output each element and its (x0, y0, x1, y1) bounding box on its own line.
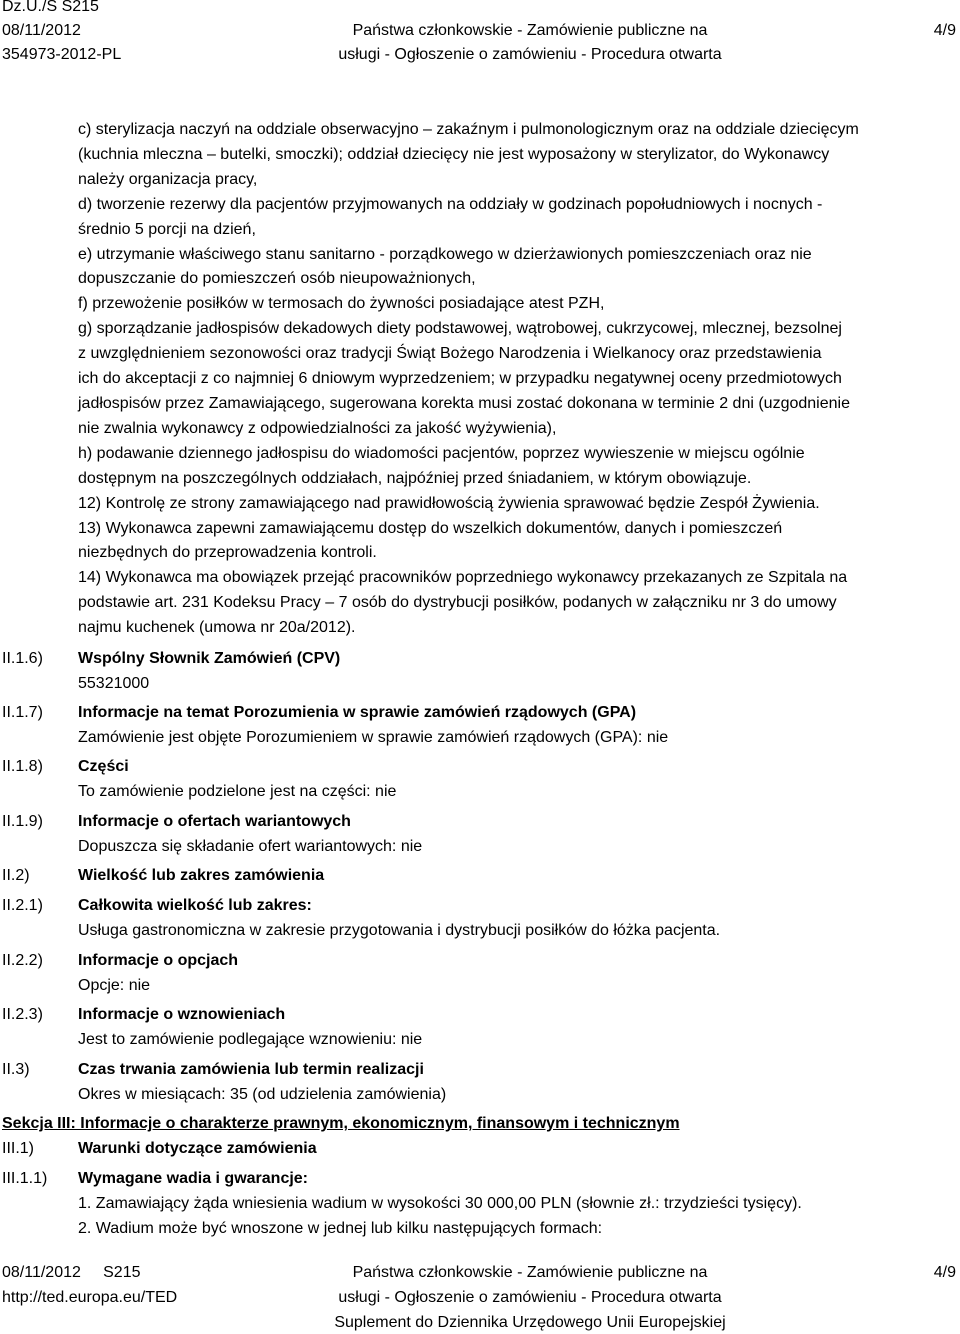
body-line: ich do akceptacji z co najmniej 6 dniowym wyprzedzeniem; w przypadku negatywnej oceny przedmiotowych (78, 370, 842, 388)
body-line: c) sterylizacja naczyń na oddziale obserwacyjno – zakaźnym i pulmonologicznym oraz na oddziale dziecięcym (78, 121, 859, 138)
header-date: 08/11/2012 (2, 22, 81, 39)
section-code: II.3) (2, 1061, 30, 1078)
section-value: Okres w miesiącach: 35 (od udzielenia zamówienia) (78, 1085, 447, 1103)
section-code: II.1.8) (2, 758, 43, 775)
header-notice-id: 354973-2012-PL (2, 46, 122, 63)
section-heading: Informacje na temat Porozumienia w sprawie zamówień rządowych (GPA) (78, 704, 637, 721)
body-line: nie zwalnia wykonawcy z odpowiedzialności za jakość wyżywienia), (78, 419, 557, 437)
body-line: należy organizacja pracy, (78, 170, 258, 188)
section-value: Zamówienie jest objęte Porozumieniem w sprawie zamówień rządowych (GPA): nie (78, 728, 669, 746)
section-heading: Wspólny Słownik Zamówień (CPV) (78, 650, 341, 667)
footer-title-line2: usługi - Ogłoszenie o zamówieniu - Procedura otwarta (338, 1289, 722, 1306)
section-value: 2. Wadium może być wnoszone w jednej lub kilku następujących formach: (78, 1219, 603, 1237)
body-line: e) utrzymanie właściwego stanu sanitarno - porządkowego w dzierżawionych pomieszczeniach oraz nie (78, 245, 812, 263)
body-line: z uwzględnieniem sezonowości oraz tradycji Świąt Bożego Narodzenia i Wielkanocy oraz przedstawienia (78, 345, 822, 363)
header-journal-ref: Dz.U./S S215 (2, 0, 99, 15)
section-code: II.2.1) (2, 897, 43, 914)
section-code: III.1) (2, 1140, 35, 1157)
body-line: h) podawanie dziennego jadłospisu do wiadomości pacjentów, poprzez wywieszenie w miejscu ogólnie (78, 444, 805, 462)
section-value: Usługa gastronomiczna w zakresie przygotowania i dystrybucji posiłków do łóżka pacjenta. (78, 921, 721, 939)
footer-page-number: 4/9 (933, 1264, 956, 1281)
body-line: g) sporządzanie jadłospisów dekadowych diety podstawowej, wątrobowej, cukrzycowej, mlecznej, bezsolnej (78, 320, 842, 338)
header-title-line1: Państwa członkowskie - Zamówienie publiczne na (352, 22, 708, 39)
body-line: niezbędnych do przeprowadzenia kontroli. (78, 544, 377, 562)
section-code: II.2) (2, 867, 30, 884)
section-code: III.1.1) (2, 1170, 48, 1187)
section-heading: Części (78, 758, 129, 775)
section-heading: Wielkość lub zakres zamówienia (78, 867, 325, 884)
description-continuation (78, 118, 953, 641)
body-line: dopuszczanie do pomieszczeń osób nieupoważnionych, (78, 270, 476, 288)
section-heading: Informacje o opcjach (78, 952, 239, 969)
section-value: To zamówienie podzielone jest na części: nie (78, 782, 397, 800)
section-iii-title: Sekcja III: Informacje o charakterze prawnym, ekonomicznym, finansowym i technicznym (2, 1115, 680, 1132)
section-value: 55321000 (78, 674, 150, 692)
section-heading: Wymagane wadia i gwarancje: (78, 1170, 309, 1187)
body-line: 12) Kontrolę ze strony zamawiającego nad prawidłowością żywienia sprawować będzie Zespół Żywienia. (78, 494, 820, 512)
body-line: (kuchnia mleczna – butelki, smoczki); oddział dziecięcy nie jest wyposażony w sterylizator, do Wykonawcy (78, 145, 830, 163)
section-code: II.2.3) (2, 1006, 43, 1023)
footer-date-ref: 08/11/2012 S215 (2, 1264, 141, 1281)
footer-title-line1: Państwa członkowskie - Zamówienie publiczne na (352, 1264, 708, 1281)
header-page-number: 4/9 (933, 22, 956, 39)
section-code: II.2.2) (2, 952, 43, 969)
header-title-line2: usługi - Ogłoszenie o zamówieniu - Procedura otwarta (338, 46, 722, 63)
section-heading: Warunki dotyczące zamówienia (78, 1140, 317, 1157)
footer-title-line3: Suplement do Dziennika Urzędowego Unii Europejskiej (334, 1314, 726, 1331)
section-value: 1. Zamawiający żąda wniesienia wadium w wysokości 30 000,00 PLN (słownie zł.: trzydzieści tysięcy). (78, 1194, 802, 1212)
page-footer (0, 1263, 960, 1334)
footer-url: http://ted.europa.eu/TED (2, 1289, 178, 1306)
section-value: Dopuszcza się składanie ofert wariantowych: nie (78, 837, 423, 855)
section-heading: Informacje o ofertach wariantowych (78, 813, 351, 830)
body-line: dostępnym na poszczególnych oddziałach, najpóźniej przed śniadaniem, w którym obowiązuje. (78, 469, 752, 487)
page-header (0, 0, 960, 70)
body-line: 14) Wykonawca ma obowiązek przejąć pracowników poprzedniego wykonawcy przekazanych ze Szpitala na (78, 569, 848, 587)
section-code: II.1.9) (2, 813, 43, 830)
body-line: d) tworzenie rezerwy dla pacjentów przyjmowanych na oddziały w godzinach popołudniowych i nocnych - (78, 195, 823, 213)
section-value: Opcje: nie (78, 976, 151, 994)
body-line: podstawie art. 231 Kodeksu Pracy – 7 osób do dystrybucji posiłków, podanych w załączniku nr 3 do umowy (78, 594, 837, 612)
body-line: średnio 5 porcji na dzień, (78, 220, 256, 238)
section-heading: Informacje o wznowieniach (78, 1006, 286, 1023)
section-heading: Całkowita wielkość lub zakres: (78, 897, 312, 914)
section-value: Jest to zamówienie podlegające wznowieniu: nie (78, 1030, 423, 1048)
section-code: II.1.7) (2, 704, 43, 721)
section-heading: Czas trwania zamówienia lub termin realizacji (78, 1061, 424, 1078)
body-line: jadłospisów przez Zamawiającego, sugerowana korekta musi zostać dokonana w terminie 2 dni (uzgodnienie (78, 394, 850, 412)
body-line: 13) Wykonawca zapewni zamawiającemu dostęp do wszelkich dokumentów, danych i pomieszczeń (78, 519, 783, 537)
body-line: najmu kuchenek (umowa nr 20a/2012). (78, 619, 356, 637)
body-line: f) przewożenie posiłków w termosach do żywności posiadające atest PZH, (78, 295, 605, 313)
section-code: II.1.6) (2, 650, 43, 667)
